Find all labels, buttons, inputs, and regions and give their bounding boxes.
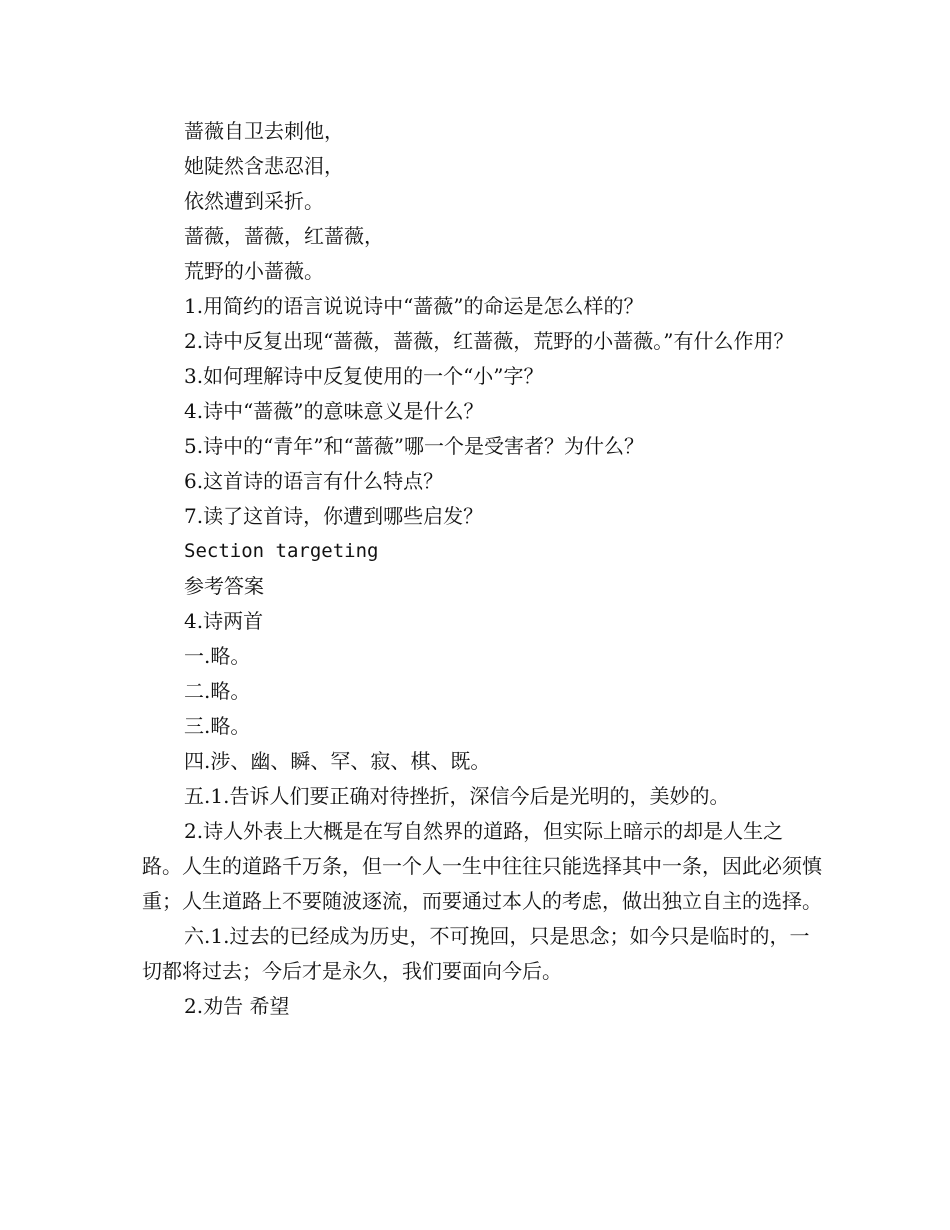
question-6: 6.这首诗的语言有什么特点？ <box>184 469 444 493</box>
answer-6-1: 六.1.过去的已经成为历史，不可挽回，只是思念；如今只是临时的，一切都将过去；今后才是永久，我们要面向今后。 <box>142 924 810 983</box>
answer-1: 一.略。 <box>184 644 251 668</box>
answer-3: 三.略。 <box>184 714 251 738</box>
poem-line-5: 荒野的小蔷薇。 <box>184 259 324 283</box>
answers-heading: 参考答案 <box>184 574 264 598</box>
answers-subheading: 4.诗两首 <box>184 609 264 633</box>
question-5: 5.诗中的“青年”和“蔷薇”哪一个是受害者？为什么？ <box>184 434 644 458</box>
question-3: 3.如何理解诗中反复使用的一个“小”字？ <box>184 364 544 388</box>
poem-line-3: 依然遭到采折。 <box>184 189 324 213</box>
answer-2: 二.略。 <box>184 679 251 703</box>
poem-line-1: 蔷薇自卫去刺他， <box>184 119 344 143</box>
document-body <box>142 114 822 1024</box>
answer-6-2: 2.劝告 希望 <box>184 994 290 1018</box>
question-7: 7.读了这首诗，你遭到哪些启发？ <box>184 504 484 528</box>
question-4: 4.诗中“蔷薇”的意味意义是什么？ <box>184 399 484 423</box>
answer-4: 四.涉、幽、瞬、罕、寂、棋、既。 <box>184 749 491 773</box>
poem-line-2: 她陡然含悲忍泪， <box>184 154 344 178</box>
poem-line-4: 蔷薇，蔷薇，红蔷薇， <box>184 224 384 248</box>
question-2: 2.诗中反复出现“蔷薇，蔷薇，红蔷薇，荒野的小蔷薇。”有什么作用？ <box>184 329 794 353</box>
answer-5-2: 2.诗人外表上大概是在写自然界的道路，但实际上暗示的却是人生之路。人生的道路千万条，但一个人一生中往往只能选择其中一条，因此必须慎重；人生道路上不要随波逐流，而要通过本人的考虑，做出独立自主的选择。 <box>142 819 822 913</box>
question-1: 1.用简约的语言说说诗中“蔷薇”的命运是怎么样的？ <box>184 294 644 318</box>
section-marker: Section targeting <box>184 540 379 562</box>
answer-5-1: 五.1.告诉人们要正确对待挫折，深信今后是光明的，美妙的。 <box>184 784 730 808</box>
